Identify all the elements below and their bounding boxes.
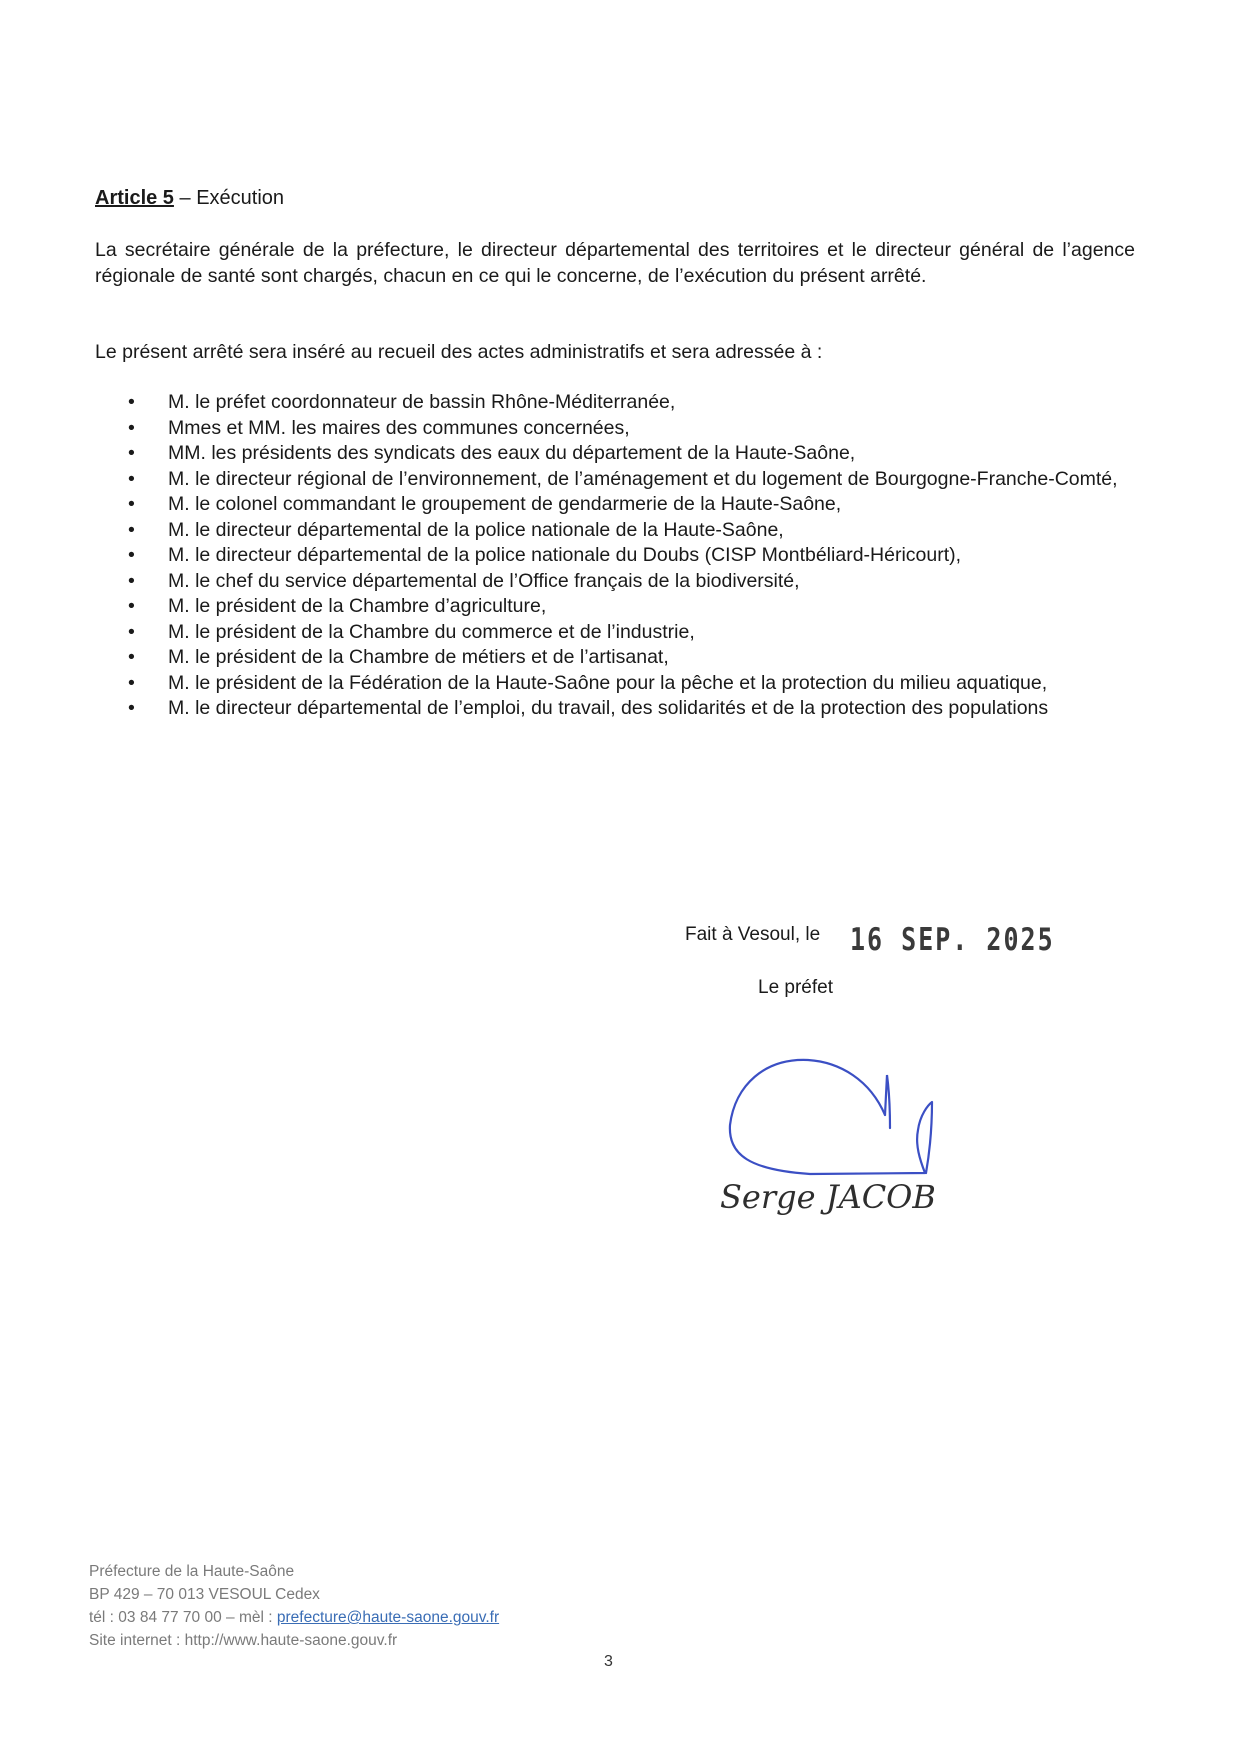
recipient-item [128, 467, 1133, 493]
recipient-text: M. le directeur départemental de l’emploi, du travail, des solidarités et de la protection des populations [168, 697, 1049, 719]
recipient-text: Mmes et MM. les maires des communes concernées, [168, 416, 630, 439]
footer-phone: tél : 03 84 77 70 00 – mèl : [89, 1609, 277, 1626]
footer-contact [89, 1606, 499, 1629]
signature-icon [680, 1030, 1000, 1230]
recipient-text: M. le préfet coordonnateur de bassin Rhône-Méditerranée, [168, 391, 676, 413]
recipient-text: M. le directeur départemental de la police nationale de la Haute-Saône, [168, 518, 784, 541]
place-text: Fait à Vesoul, le [685, 924, 821, 945]
bullet-icon: • [128, 646, 135, 668]
bullet-icon: • [128, 416, 135, 439]
recipient-item [128, 441, 1133, 467]
article-separator: – [173, 187, 197, 209]
recipient-item [128, 518, 1133, 544]
recipient-text: M. le président de la Chambre d’agriculture, [168, 595, 547, 617]
recipient-text: M. le directeur régional de l’environnement, de l’aménagement et du logement de Bourgogne-Franche-Comté, [168, 467, 1118, 490]
bullet-icon: • [128, 595, 135, 617]
recipient-item [128, 416, 1133, 442]
bullet-icon: • [128, 671, 135, 694]
footer-address [89, 1560, 499, 1652]
recipient-text: M. le colonel commandant le groupement de gendarmerie de la Haute-Saône, [168, 493, 842, 515]
bullet-icon: • [128, 442, 135, 464]
recipient-item [128, 543, 1133, 569]
recipient-text: M. le chef du service départemental de l’Office français de la biodiversité, [168, 569, 800, 592]
recipient-item [128, 594, 1133, 620]
recipient-item [128, 696, 1133, 722]
recipient-text: M. le président de la Chambre de métiers et de l’artisanat, [168, 646, 669, 668]
bullet-icon: • [128, 467, 135, 490]
recipients-list [128, 390, 1133, 722]
signature-stroke [885, 1075, 890, 1128]
distribution-intro: Le présent arrêté sera inséré au recueil des actes administratifs et sera adressée à : [95, 341, 823, 363]
article-title: Exécution [196, 187, 285, 209]
bullet-icon: • [128, 569, 135, 592]
footer-line: BP 429 – 70 013 VESOUL Cedex [89, 1586, 320, 1603]
signatory-title: Le préfet [758, 977, 833, 998]
page-number: 3 [604, 1653, 613, 1670]
execution-paragraph: La secrétaire générale de la préfecture, le directeur départemental des territoires et le directeur général de l’agence régionale de santé sont chargés, chacun en ce qui le concerne, de l’exécution du présent arrêté. [95, 239, 1135, 287]
signature-name: Serge JACOB [720, 1178, 936, 1216]
bullet-icon: • [128, 697, 135, 719]
recipient-text: M. le président de la Fédération de la Haute-Saône pour la pêche et la protection du milieu aquatique, [168, 671, 1048, 694]
recipient-item [128, 492, 1133, 518]
article-heading [95, 186, 284, 210]
recipient-text: M. le directeur départemental de la police nationale du Doubs (CISP Montbéliard-Héricourt), [168, 544, 962, 566]
recipient-text: M. le président de la Chambre du commerce et de l’industrie, [168, 620, 695, 643]
recipient-item [128, 390, 1133, 416]
bullet-icon: • [128, 518, 135, 541]
bullet-icon: • [128, 620, 135, 643]
footer-line: Préfecture de la Haute-Saône [89, 1563, 295, 1580]
recipient-text: MM. les présidents des syndicats des eaux du département de la Haute-Saône, [168, 442, 856, 464]
bullet-icon: • [128, 493, 135, 515]
bullet-icon: • [128, 544, 135, 566]
signature-stroke [730, 1060, 932, 1174]
recipient-item [128, 671, 1133, 697]
email-link[interactable]: prefecture@haute-saone.gouv.fr [276, 1609, 500, 1626]
date-stamp: 16 SEP. 2025 [850, 921, 1055, 958]
article-number: Article 5 [95, 187, 174, 209]
bullet-icon: • [128, 391, 135, 413]
recipient-item [128, 569, 1133, 595]
footer-website: Site internet : http://www.haute-saone.gouv.fr [89, 1632, 398, 1649]
recipient-item [128, 645, 1133, 671]
recipient-item [128, 620, 1133, 646]
